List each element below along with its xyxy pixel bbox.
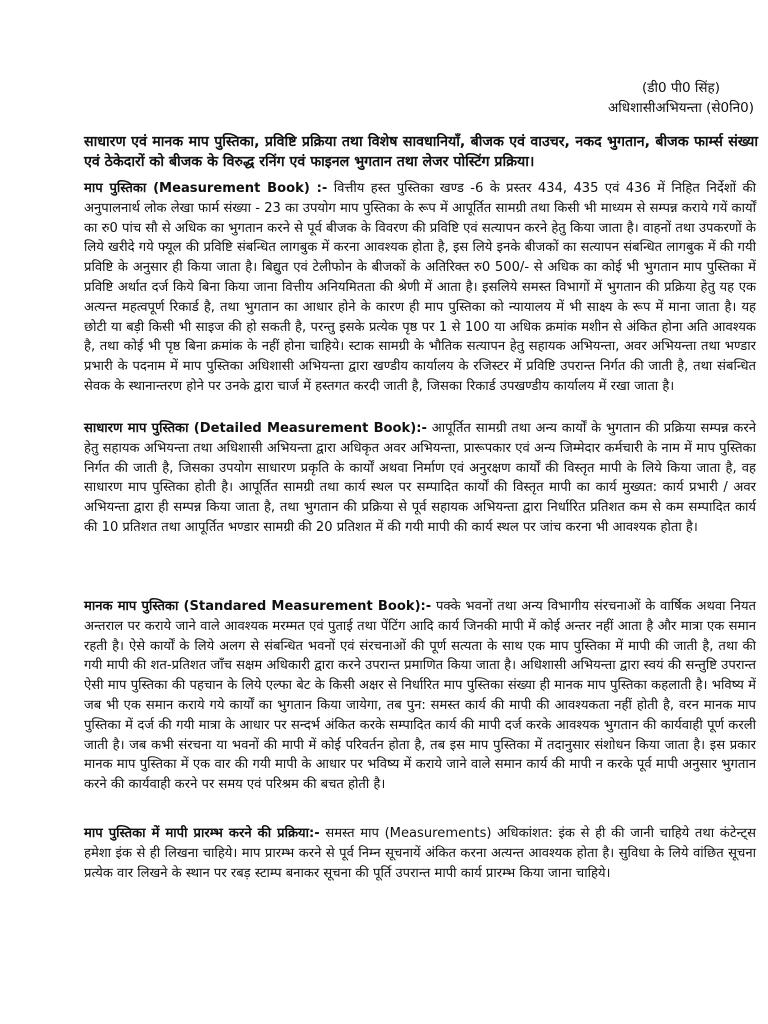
section-heading: साधारण माप पुस्तिका (Detailed Measurement Book):- [84,421,427,436]
section-heading: माप पुस्तिका (Measurement Book) :- [84,181,328,196]
section-measurement-book [84,179,756,397]
section-text: आपूर्तित सामग्री तथा अन्य कार्यों के भुगतान की प्रक्रिया सम्पन्न करने हेतु सहायक अभियन्ता तथा अधिशासी अभियन्ता द्वारा अधिकृत अवर अभियन्ता, प्रारूपकार एवं अन्य जिम्मेदार कर्मचारी के नाम में माप पुस्तिका निर्गत की जाती है, जिसका उपयोग साधारण प्रकृति के कार्यों अथवा निर्माण एवं अनुरक्षण कार्यों की विस्तृत मापी के लिये किया जाता है, वह साधारण माप पुस्तिका होती है। आपूर्तित सामग्री तथा कार्य स्थल पर सम्पादित कार्यों की विस्तृत मापी का कार्य मुख्यत: कार्य प्रभारी / अवर अभियन्ता द्वारा ही सम्पन्न किया जाता है, तथा भुगतान की प्रक्रिया से पूर्व सहायक अभियन्ता द्वारा निर्धारित प्रतिशत कम से कम सम्पादित कार्य की 10 प्रतिशत तथा आपूर्तित भण्डार सामग्री की 20 प्रतिशत में की गयी मापी की कार्य स्थल पर जांच करना भी आवश्यक होता है। [84,421,756,535]
signature-block [608,78,754,118]
signatory-designation: अधिशासीअभियन्ता (से0नि0) [607,100,754,116]
section-text: समस्त माप (Measurements) अधिकांशत: इंक से ही की जानी चाहिये तथा कंटेन्ट्स हमेशा इंक से ही लिखना चाहिये। माप प्रारम्भ करने से पूर्व निम्न सूचनायें अंकित करना अत्यन्त आवश्यक होता है। सुविधा के लिये वांछित सूचना प्रत्येक वार लिखने के स्थान पर रबड़ स्टाम्प बनाकर सूचना की पूर्ति उपरान्त मापी कार्य प्रारम्भ किया जाना चाहिये। [84,826,757,881]
section-detailed-measurement-book [84,419,756,538]
section-heading: मानक माप पुस्तिका (Standared Measurement Book):- [84,599,432,614]
section-heading: माप पुस्तिका में मापी प्रारम्भ करने की प्रक्रिया:- [84,826,320,841]
signatory-name: (डी0 पी0 सिंह) [642,80,720,96]
section-text: पक्के भवनों तथा अन्य विभागीय संरचनाओं के वार्षिक अथवा नियत अन्तराल पर कराये जाने वाले आवश्यक मरम्मत एवं पुताई तथा पेंटिंग आदि कार्य जिनकी मापी में कोई अन्तर नहीं आता है और मात्रा एक समान रहती है। ऐसे कार्यों के लिये अलग से संबन्धित भवनों एवं संरचनाओं की पूर्ण सत्यता के साथ एक माप पुस्तिका में मापी की जाती है, तथा की गयी मापी की शत-प्रतिशत जाँच सक्षम अधिकारी द्वारा करने उपरान्त प्रमाणित किया जाता है। अधिशासी अभियन्ता द्वारा स्वयं की सन्तुष्टि उपरान्त ऐसी माप पुस्तिका की पहचान के लिये एल्फा बेट के किसी अक्षर से निर्धारित माप पुस्तिका संख्या ही मानक माप पुस्तिका कहलाती है। भविष्य में जब भी एक समान कराये गये कार्यों का भुगतान किया जायेगा, तब पुन: समस्त कार्य की मापी की आवश्यकता नहीं होती है, वरन मानक माप पुस्तिका में दर्ज की गयी मात्रा के आधार पर सन्दर्भ अंकित करके सम्पादित कार्य की मापी दर्ज करके आवश्यक भुगतान की कार्यवाही पूर्ण करली जाती है। जब कभी संरचना या भवनों की मापी में कोई परिवर्तन होता है, तब इस माप पुस्तिका में तदानुसार संशोधन किया जाता है। इस प्रकार मानक माप पुस्तिका में एक वार की गयी मापी के आधार पर भविष्य में कराये जाने वाले समान कार्य की मापी न करके पूर्व मापी अनुसार भुगतान करने की कार्यवाही करने पर समय एवं परिश्रम की बचत होती है। [84,599,757,793]
section-standard-measurement-book [84,597,756,795]
document-title: साधारण एवं मानक माप पुस्तिका, प्रविष्टि प्रक्रिया तथा विशेष सावधानियाँ, बीजक एवं वाउचर, नकद भुगतान, बीजक फार्म्स संख्या एवं ठेकेदारों को बीजक के विरुद्ध रनिंग एवं फाइनल भुगतान तथा लेजर पोस्टिंग प्रक्रिया। [84,134,758,170]
section-text: वित्तीय हस्त पुस्तिका खण्ड -6 के प्रस्तर 434, 435 एवं 436 में निहित निर्देशों की अनुपालनार्थ लोक लेखा फार्म संख्या - 23 का उपयोग माप पुस्तिका के रूप में आपूर्तित सामग्री तथा किसी भी माध्यम से सम्पन्न कराये गयें कार्यों का रु0 पांच सौ से अधिक का भुगतान करने से पूर्व बीजक के विवरण की प्रविष्टि एवं सत्यापन करने हेतु किया जाता है। वाहनों तथा उपकरणों के लिये खरीदे गये फ्यूल की प्रविष्टि संबन्धित लागबुक में करना आवश्यक होता है, इस लिये इनके बीजकों का सत्यापन संबन्धित लागबुक में की गयी प्रविष्टि के अनुसार ही किया जाता है। बिद्युत एवं टेलीफोन के बीजकों के अतिरिक्त रु0 500/- से अधिक का कोई भी भुगतान माप पुस्तिका में प्रविष्टि अर्थात दर्ज किये बिना किया जाना वित्तीय अनियमितता की श्रेणी में आता है। इसलिये समस्त विभागों में भुगतान की प्रक्रिया हेतु यह एक अत्यन्त महत्वपूर्ण रिकार्ड है, तथा भुगतान का आधार होने के कारण ही माप पुस्तिका को न्यायालय में भी साक्ष्य के रूप में माना जाता है। यह छोटी या बड़ी किसी भी साइज की हो सकती है, परन्तु इसके प्रत्येक पृष्ठ पर 1 से 100 या अधिक क्रमांक मशीन से अंकित होना अति आवश्यक है, तथा कोई भी पृष्ठ बिना क्रमांक के नहीं होना चाहिये। स्टाक सामग्री के भौतिक सत्यापन हेतु सहायक अभियन्ता, अवर अभियन्ता तथा भण्डार प्रभारी के पदनाम में माप पुस्तिका अधिशासी अभियन्ता द्वारा खण्डीय कार्यालय के रजिस्टर में प्रविष्टि उपरान्त निर्गत की जाती है, तथा संबन्धित सेवक के स्थानान्तरण होने पर उनके द्वारा चार्ज में हस्तगत करदी जाती है, जिसका रिकार्ड उपखण्डीय कार्यालय में रखा जाता है। [84,181,757,394]
section-measurement-procedure [84,824,756,883]
